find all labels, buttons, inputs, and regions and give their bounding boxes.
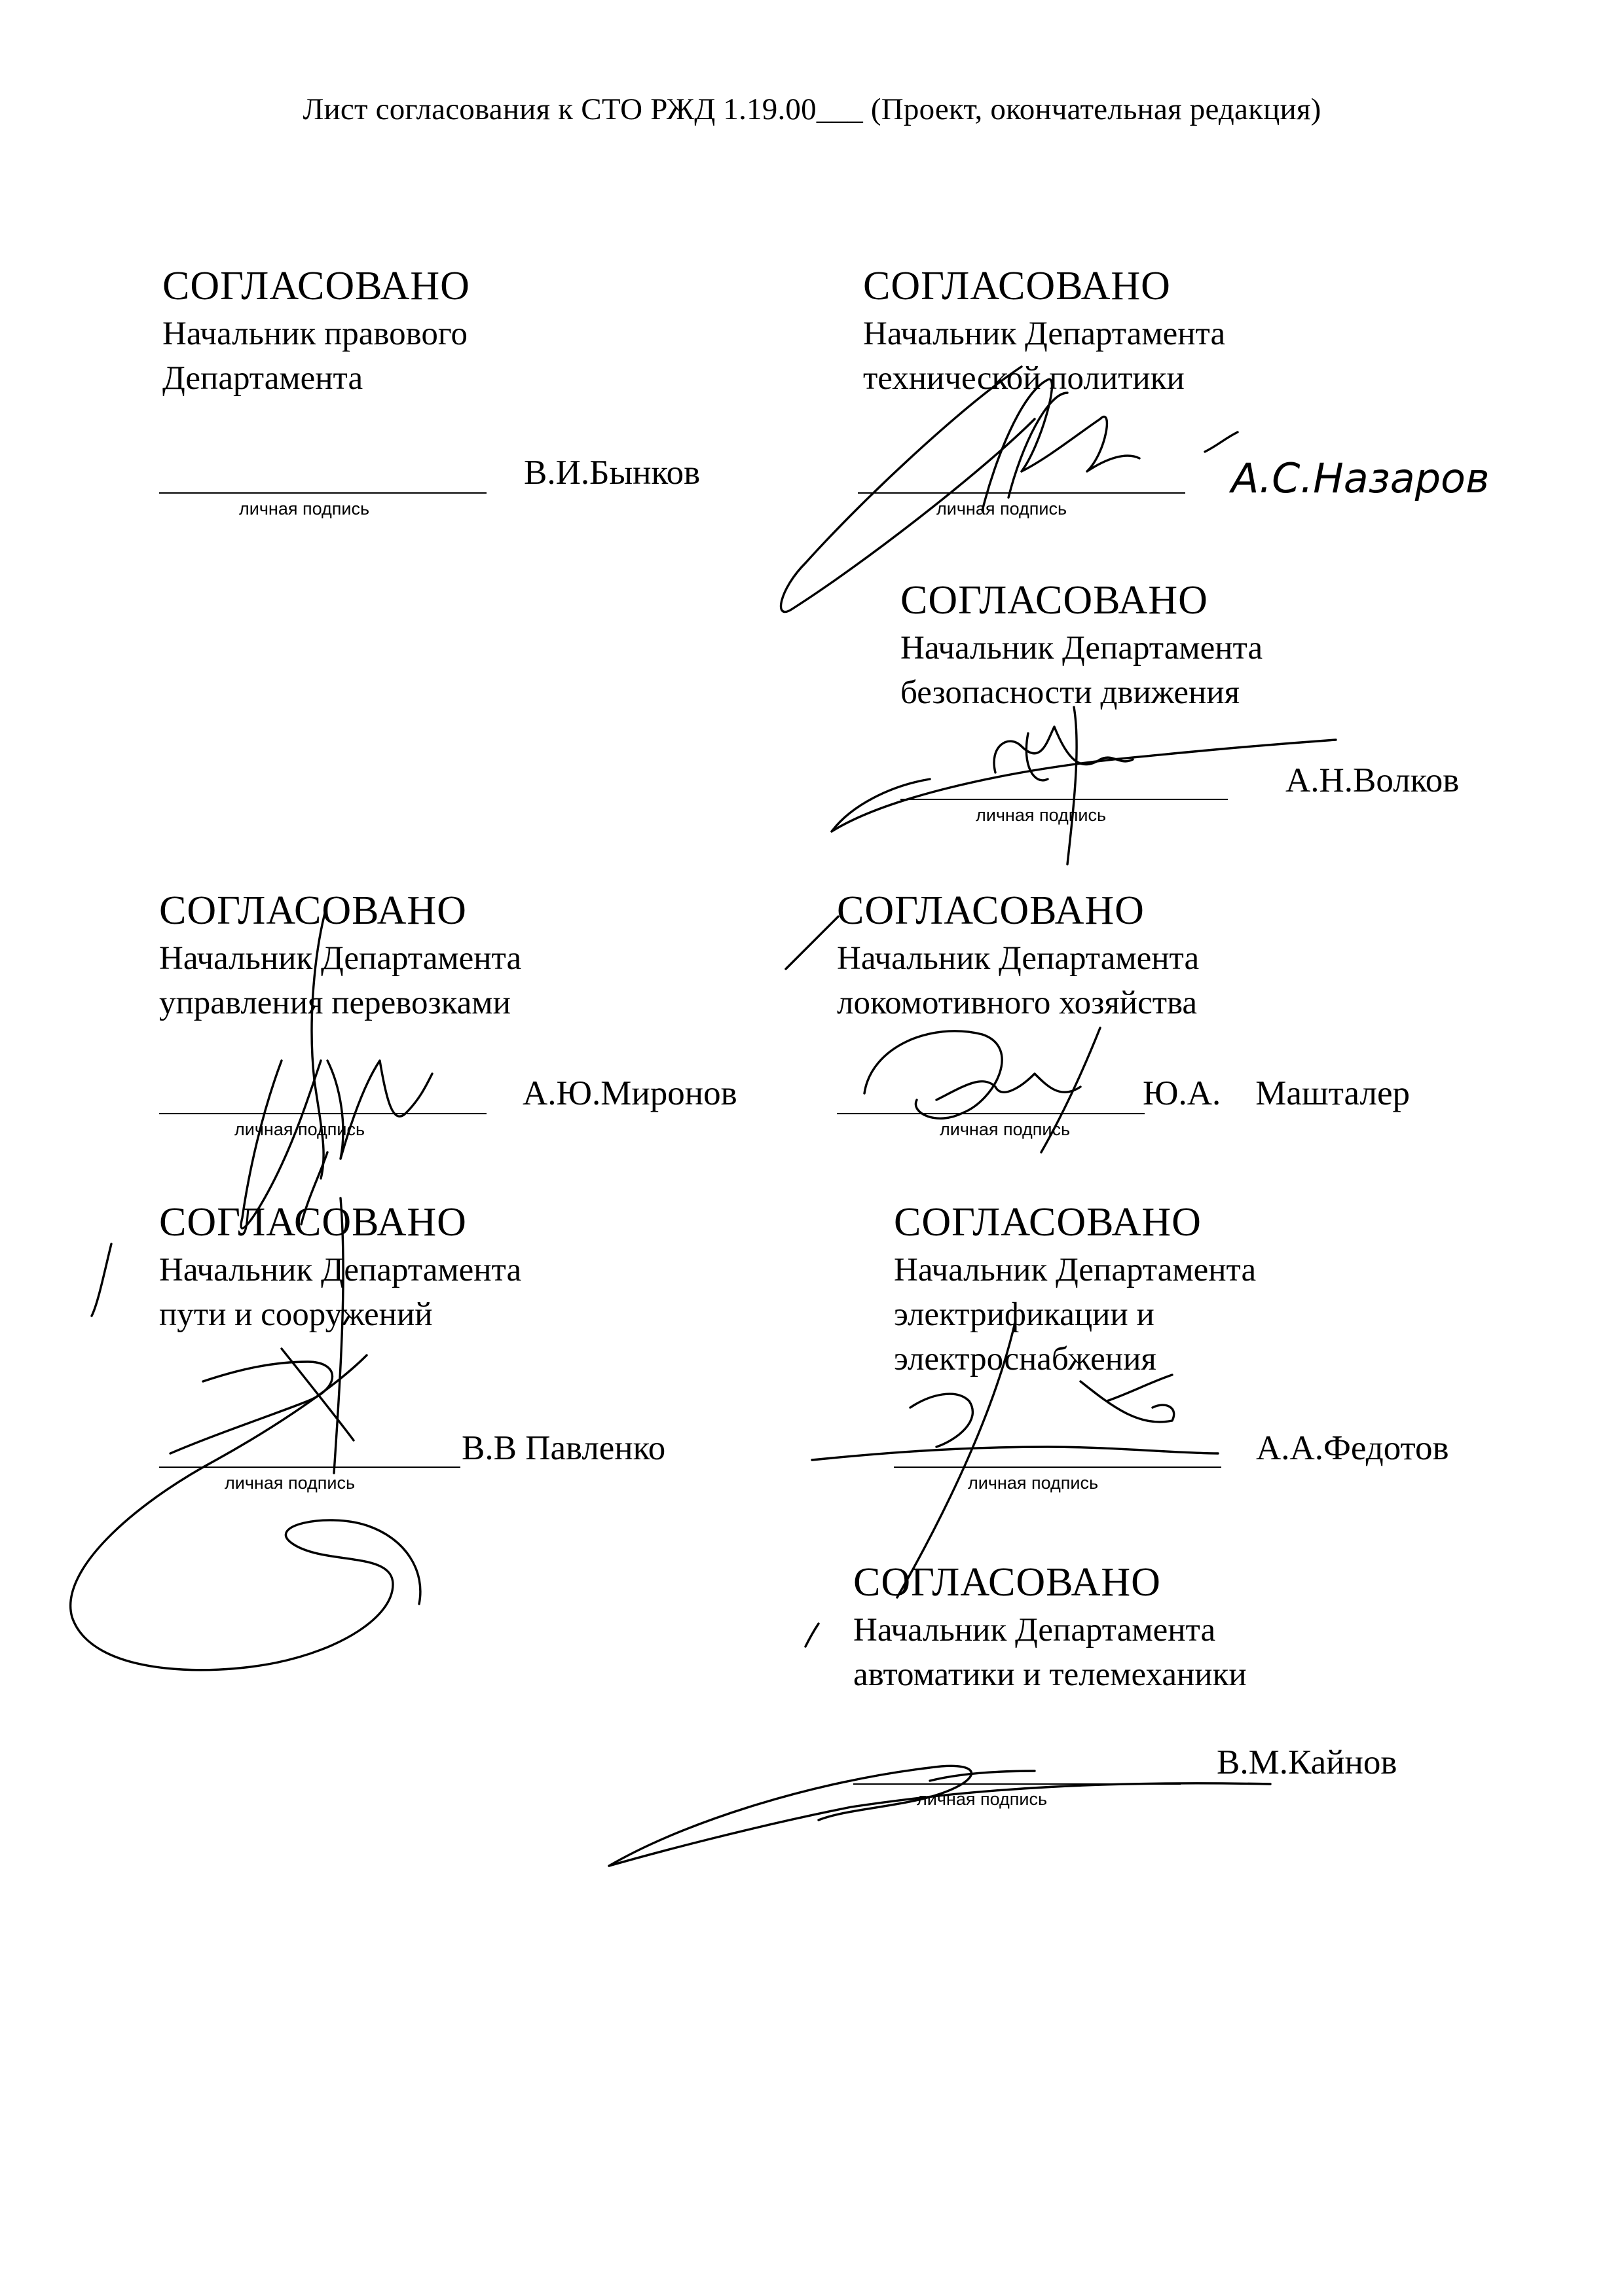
signature-line xyxy=(853,1783,1181,1785)
signatory-name: А.А.Федотов xyxy=(1256,1429,1449,1467)
approval-heading: СОГЛАСОВАНО xyxy=(159,888,467,933)
position-line: безопасности движения xyxy=(900,674,1240,711)
position-line: пути и сооружений xyxy=(159,1296,433,1333)
signature-caption: личная подпись xyxy=(940,1120,1071,1139)
approval-heading: СОГЛАСОВАНО xyxy=(900,578,1208,623)
handwritten-name-nazarov: А.С.Назаров xyxy=(1231,454,1490,502)
signature-line xyxy=(159,1467,460,1468)
approval-heading: СОГЛАСОВАНО xyxy=(853,1560,1161,1605)
signature-caption: личная подпись xyxy=(917,1789,1048,1809)
position-line: управления перевозками xyxy=(159,985,511,1021)
position-line: Начальник Департамента xyxy=(900,630,1263,666)
position-line: локомотивного хозяйства xyxy=(837,985,1198,1021)
signature-line xyxy=(159,492,487,494)
position-line: Начальник правового xyxy=(162,316,468,352)
approval-heading: СОГЛАСОВАНО xyxy=(837,888,1145,933)
approval-block-technical-policy xyxy=(863,261,1225,401)
signatory-name: А.Н.Волков xyxy=(1285,761,1460,799)
signature-line xyxy=(900,799,1228,800)
signature-line xyxy=(159,1113,487,1114)
signature-caption: личная подпись xyxy=(234,1120,365,1139)
signature-caption: личная подпись xyxy=(936,499,1067,519)
approval-block-traffic-safety xyxy=(900,575,1263,715)
position-line: электроснабжения xyxy=(894,1341,1156,1377)
position-line: электрификации и xyxy=(894,1296,1154,1333)
signature-caption: личная подпись xyxy=(239,499,370,519)
position-line: Начальник Департамента xyxy=(159,940,522,977)
signature-caption: личная подпись xyxy=(968,1473,1099,1493)
signature-volkov xyxy=(832,707,1336,864)
signatory-name: А.Ю.Миронов xyxy=(523,1074,737,1112)
approval-heading: СОГЛАСОВАНО xyxy=(159,1200,467,1245)
position-line: Департамента xyxy=(162,360,363,397)
position-line: Начальник Департамента xyxy=(853,1612,1216,1649)
signatory-name: Ю.А. Машталер xyxy=(1143,1074,1410,1112)
approval-heading: СОГЛАСОВАНО xyxy=(894,1200,1202,1245)
approval-block-legal xyxy=(162,261,470,401)
signatory-name: В.И.Бынков xyxy=(524,454,701,492)
position-line: Начальник Департамента xyxy=(159,1252,522,1288)
document-title: Лист согласования к СТО РЖД 1.19.00___ (Проект, окончательная редакция) xyxy=(303,92,1321,126)
signature-line xyxy=(858,492,1185,494)
signature-line xyxy=(894,1467,1221,1468)
signatory-name: В.М.Кайнов xyxy=(1217,1743,1397,1781)
approval-block-electrification xyxy=(894,1197,1256,1381)
approval-heading: СОГЛАСОВАНО xyxy=(863,264,1171,308)
position-line: технической политики xyxy=(863,360,1185,397)
approval-heading: СОГЛАСОВАНО xyxy=(162,264,470,308)
signature-line xyxy=(837,1113,1145,1114)
position-line: автоматики и телемеханики xyxy=(853,1656,1247,1693)
signature-caption: личная подпись xyxy=(225,1473,356,1493)
approval-block-track xyxy=(159,1197,521,1337)
position-line: Начальник Департамента xyxy=(837,940,1200,977)
approval-block-automation xyxy=(853,1557,1247,1697)
signatory-name: В.В Павленко xyxy=(462,1429,666,1467)
approval-block-transport-management xyxy=(159,885,521,1025)
position-line: Начальник Департамента xyxy=(894,1252,1257,1288)
signature-caption: личная подпись xyxy=(976,805,1107,825)
position-line: Начальник Департамента xyxy=(863,316,1226,352)
approval-block-locomotive xyxy=(837,885,1199,1025)
